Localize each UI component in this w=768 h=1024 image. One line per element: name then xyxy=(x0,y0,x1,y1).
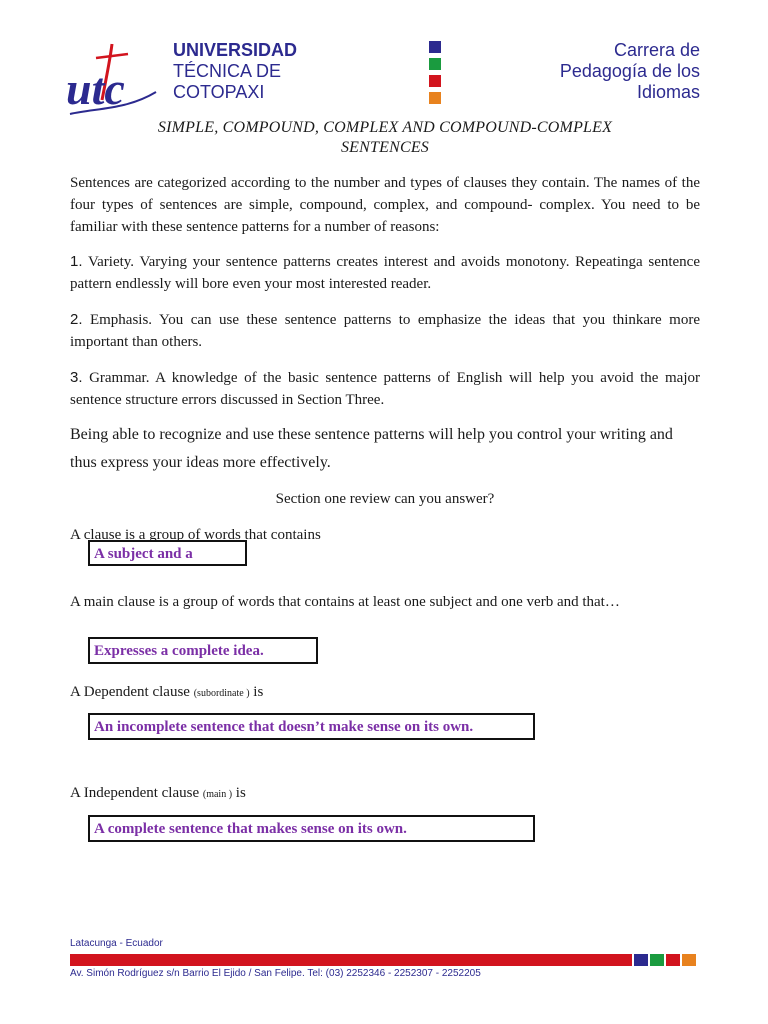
question-3-suffix: is xyxy=(253,684,264,700)
reason-3-number: 3. xyxy=(70,369,83,386)
footer-bar xyxy=(70,954,632,966)
title-line-1: SIMPLE, COMPOUND, COMPLEX AND COMPOUND-COMPLEX xyxy=(157,119,613,136)
university-line-3: COTOPAXI xyxy=(173,82,265,102)
question-3-prompt xyxy=(70,681,700,705)
footer-square-orange xyxy=(682,954,696,966)
reason-1-text: Variety. Varying your sentence patterns creates interest and avoids monotony. Repeatinga sentence pattern endlessly will bore even your most interested reader. xyxy=(70,254,700,292)
footer-square-red xyxy=(666,954,680,966)
university-line-2: TÉCNICA DE xyxy=(173,61,282,81)
brand-square-orange xyxy=(429,92,441,104)
university-line-1: UNIVERSIDAD xyxy=(173,40,298,60)
career-line-2: Pedagogía de los xyxy=(559,61,700,81)
question-2-prompt: A main clause is a group of words that contains at least one subject and one verb and that… xyxy=(70,594,620,610)
question-4-answer[interactable]: A complete sentence that makes sense on its own. xyxy=(88,815,535,842)
brand-squares xyxy=(429,41,443,109)
question-3-label: A Dependent clause xyxy=(70,684,190,700)
question-4-label: A Independent clause xyxy=(70,785,200,801)
question-4-note: (main ) xyxy=(202,789,233,800)
brand-square-green xyxy=(429,58,441,70)
review-heading: Section one review can you answer? xyxy=(275,491,495,507)
reason-3 xyxy=(70,367,700,411)
question-1-answer[interactable]: A subject and a xyxy=(88,540,247,566)
question-1-prompt: A clause is a group of words that contains xyxy=(70,527,321,543)
question-4-suffix: is xyxy=(235,785,246,801)
footer-square-green xyxy=(650,954,664,966)
career-line-3: Idiomas xyxy=(636,82,700,102)
university-name xyxy=(173,40,353,103)
footer-city: Latacunga - Ecuador xyxy=(70,938,163,949)
brand-square-blue xyxy=(429,41,441,53)
question-4-prompt xyxy=(70,782,700,806)
footer-square-blue xyxy=(634,954,648,966)
reason-2-text: Emphasis. You can use these sentence patterns to emphasize the ideas that you thinkare more important than others. xyxy=(70,312,700,350)
intro-paragraph: Sentences are categorized according to the number and types of clauses they contain. The names of the four types of sentences are simple, compound, complex, and compound- complex. You need to be familiar with these sentence patterns for a number of reasons: xyxy=(70,175,700,235)
document-title xyxy=(70,118,700,158)
brand-square-red xyxy=(429,75,441,87)
footer-address: Av. Simón Rodríguez s/n Barrio El Ejido / San Felipe. Tel: (03) 2252346 - 2252307 - 2252205 xyxy=(70,968,481,979)
closing-paragraph: Being able to recognize and use these sentence patterns will help you control your writing and thus express your ideas more effectively. xyxy=(70,426,673,471)
logo-text: utc xyxy=(66,63,125,114)
reason-2 xyxy=(70,309,700,353)
question-2-answer[interactable]: Expresses a complete idea. xyxy=(88,637,318,664)
career-line-1: Carrera de xyxy=(613,40,700,60)
question-3-note: (subordinate ) xyxy=(193,688,250,699)
utc-logo xyxy=(66,40,158,120)
reason-1 xyxy=(70,251,700,295)
reason-3-text: Grammar. A knowledge of the basic sentence patterns of English will help you avoid the major sentence structure errors discussed in Section Three. xyxy=(70,370,700,408)
reason-2-number: 2. xyxy=(70,311,83,328)
title-line-2: SENTENCES xyxy=(340,139,430,156)
career-name xyxy=(500,40,700,103)
reason-1-number: 1. xyxy=(70,253,83,270)
question-3-answer[interactable]: An incomplete sentence that doesn’t make sense on its own. xyxy=(88,713,535,740)
